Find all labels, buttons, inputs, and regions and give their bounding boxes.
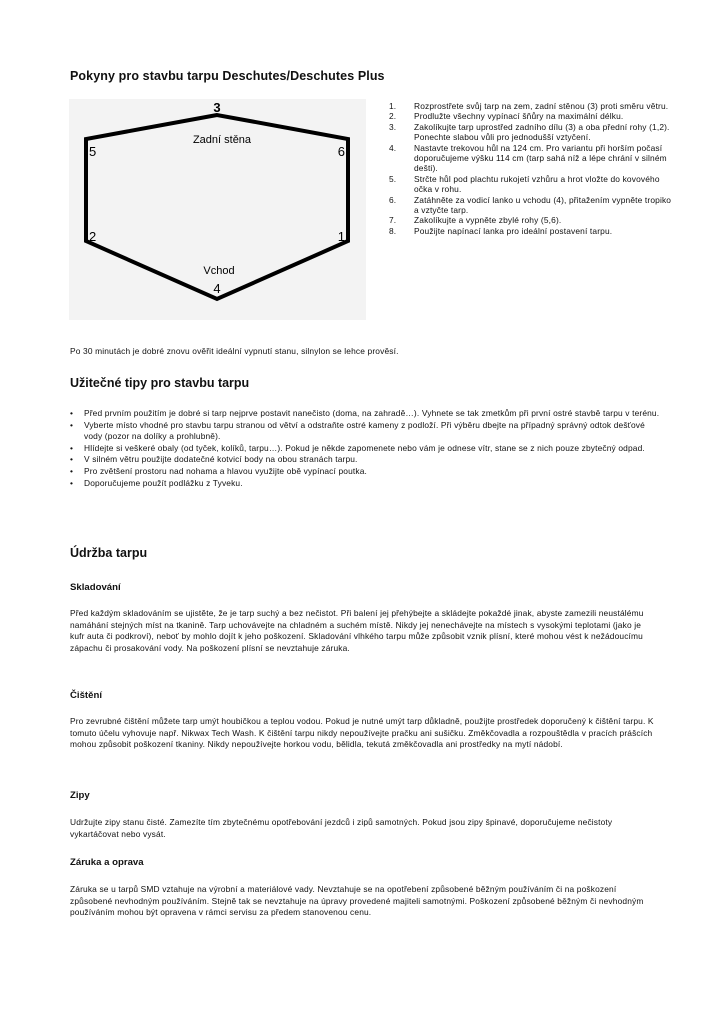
tarp-diagram [69, 99, 366, 320]
document-title: Pokyny pro stavbu tarpu Deschutes/Deschutes Plus [70, 69, 385, 83]
bullet-icon: • [70, 419, 74, 430]
step-item [389, 111, 674, 121]
after-setup-note: Po 30 minutách je dobré znovu ověřit ideální vypnutí stanu, silnylon se lehce prověsí. [70, 346, 399, 356]
tips-list [70, 408, 660, 489]
tip-text: V silném větru použijte dodatečné kotvicí body na obou stranách tarpu. [84, 454, 358, 465]
setup-steps-list [389, 101, 674, 236]
tip-item [70, 408, 660, 420]
corner-3-label: 3 [213, 100, 221, 115]
cleaning-heading: Čištění [70, 690, 102, 701]
tip-text: Doporučujeme použít podlážku z Tyveku. [84, 477, 243, 488]
bullet-icon: • [70, 465, 74, 476]
zippers-text: Udržujte zipy stanu čisté. Zamezíte tím zbytečnému opotřebování jezdců i zipů samotných. Pokud jsou zipy špinavé, doporučujeme nečistoty vykartáčovat nebo vysát. [70, 817, 613, 839]
step-item [389, 215, 674, 225]
bullet-icon: • [70, 408, 74, 418]
step-number: 8. [389, 225, 397, 236]
step-text: Zakolíkujte a vypněte zbylé rohy (5,6). [414, 215, 562, 226]
corner-5-label: 5 [89, 144, 97, 159]
tip-item [70, 420, 660, 443]
step-number: 5. [389, 173, 397, 184]
step-text: Zatáhněte za vodicí lanko u vchodu (4), přitažením vypněte tropiko a vztyčte tarp. [414, 194, 672, 216]
warranty-text: Záruka se u tarpů SMD vztahuje na výrobní a materiálové vady. Nevztahuje se na opotřebení způsobené běžným používáním či na poškození způsobené nevhodným používáním. Stejně tak se nevztahuje na úpravy provedené majiteli samotnými. Poškození způsobené běžným či nevhodným používáním mohou být opravena v rámci servisu za předem stanovenou cenu. [70, 884, 644, 918]
warranty-heading: Záruka a oprava [70, 857, 144, 868]
tip-text: Vyberte místo vhodné pro stavbu tarpu stranou od větví a odstraňte ostré kameny z podloží. Při výběru dbejte na případný správný odtok dešťové vody (pozor na dolíky a prohlubně). [84, 419, 645, 442]
tip-item [70, 443, 660, 455]
step-text: Rozprostřete svůj tarp na zem, zadní stěnou (3) proti směru větru. [414, 101, 669, 111]
tip-item [70, 454, 660, 466]
corner-4-label: 4 [213, 281, 221, 296]
step-text: Zakolíkujte tarp uprostřed zadního dílu (3) a oba přední rohy (1,2). Ponechte slabou vůli pro jednodušší vztyčení. [414, 121, 670, 143]
back-wall-label: Zadní stěna [192, 134, 252, 146]
step-number: 4. [389, 142, 397, 153]
step-item [389, 226, 674, 236]
tip-text: Hlídejte si veškeré obaly (od tyček, kolíků, tarpu…). Pokud je někde zapomenete nebo vám je odnese vítr, stane se z nich pouze zbytečný odpad. [84, 442, 645, 453]
step-item [389, 195, 674, 216]
step-number: 7. [389, 215, 397, 226]
bullet-icon: • [70, 477, 74, 488]
step-text: Prodlužte všechny vypínací šňůry na maximální délku. [414, 111, 624, 122]
step-number: 3. [389, 121, 397, 132]
step-item [389, 174, 674, 195]
storage-text: Před každým skladováním se ujistěte, že je tarp suchý a bez nečistot. Při balení jej přehýbejte a skládejte pokaždé jinak, abyste zamezili neustálému namáhání stejných míst na tkanině. Tarp uchovávejte na chladném a suchém místě. Nikdy jej nenechávejte na místech s vysokými teplotami (jako je kufr auta či podkroví), neboť by mohlo dojít k jeho poškození. Skladování vlhkého tarpu může způsobit vznik plísní, které mohou vést k nežádoucímu zápachu či prosakování vody. Na poškození plísní se nevztahuje záruka. [70, 608, 644, 654]
step-number: 1. [389, 101, 397, 111]
zippers-heading: Zipy [70, 790, 90, 801]
step-text: Strčte hůl pod plachtu rukojetí vzhůru a hrot vložte do kovového očka v rohu. [414, 173, 660, 195]
step-item [389, 143, 674, 174]
storage-heading: Skladování [70, 582, 121, 593]
corner-6-label: 6 [337, 144, 345, 159]
tip-item [70, 478, 660, 490]
tips-heading: Užitečné tipy pro stavbu tarpu [70, 376, 250, 390]
tip-item [70, 466, 660, 478]
step-number: 6. [389, 194, 397, 205]
corner-2-label: 2 [89, 229, 97, 244]
step-text: Nastavte trekovou hůl na 124 cm. Pro variantu při horším počasí doporučujeme výšku 114 cm (tarp sahá níž a lépe chrání v silném dešti). [414, 142, 667, 174]
corner-1-label: 1 [337, 229, 345, 244]
cleaning-text: Pro zevrubné čištění můžete tarp umýt houbičkou a teplou vodou. Pokud je nutné umýt tarp důkladně, použijte prostředek doporučený k čištění tarpu. K tomuto účelu vyhovuje např. Nikwax Tech Wash. K čištění tarpu nikdy nepoužívejte pračku ani sušičku. Změkčovadla a rozpouštědla v pracích prášcích mohou způsobit poškození tkaniny. Nikdy nepoužívejte horkou vodu, bělidla, tekutá změkčovadla ani prostředky na mytí nádobí. [70, 716, 654, 750]
step-text: Použijte napínací lanka pro ideální postavení tarpu. [414, 225, 613, 236]
bullet-icon: • [70, 442, 74, 453]
maintenance-heading: Údržba tarpu [70, 546, 148, 560]
step-item [389, 122, 674, 143]
tarp-outline-svg [69, 99, 366, 320]
step-item [389, 101, 674, 111]
tip-text: Před prvním použitím je dobré si tarp nejprve postavit nanečisto (doma, na zahradě…). Vyhnete se tak zmetkům při první ostré stavbě tarpu v terénu. [84, 408, 660, 418]
step-number: 2. [389, 111, 397, 122]
bullet-icon: • [70, 454, 74, 465]
entrance-label: Vchod [203, 265, 235, 277]
tip-text: Pro zvětšení prostoru nad nohama a hlavou využijte obě vypínací poutka. [84, 465, 368, 476]
